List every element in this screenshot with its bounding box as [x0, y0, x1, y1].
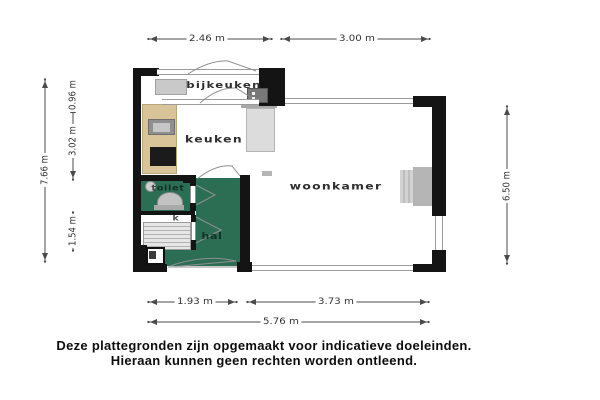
room-label-keuken: keuken — [185, 134, 243, 146]
window-livingroom-bottom — [252, 265, 413, 271]
disclaimer-line2: Hieraan kunnen geen rechten worden ontleend. — [110, 352, 418, 368]
room-label-closet: k — [172, 213, 180, 223]
wall-bottom-right — [413, 264, 446, 272]
hall-floor — [196, 178, 240, 266]
dim-left-top: 0.96 m — [67, 80, 79, 110]
fireplace-body — [413, 167, 434, 206]
wall-socket-icon — [262, 171, 272, 176]
dim-top-left: 2.46 m — [187, 34, 228, 44]
window-utility-kitchen — [162, 99, 259, 105]
dim-left-total: 7.66 m — [39, 155, 51, 185]
washing-machine-icon — [155, 79, 187, 95]
window-utility-top — [157, 69, 259, 75]
dim-top-right: 3.00 m — [337, 34, 378, 44]
dim-left-middle: 3.02 m — [67, 126, 79, 156]
staircase-icon — [143, 222, 191, 250]
fireplace-icon — [400, 170, 413, 203]
meter-cupboard-icon — [146, 247, 165, 265]
meter-box — [149, 251, 156, 259]
disclaimer — [0, 339, 528, 368]
wall-top-utility — [133, 68, 159, 76]
dim-bottom-left: 1.93 m — [175, 297, 216, 307]
wall-closet-right-top — [191, 215, 196, 222]
dim-left-bottom: 1.54 m — [67, 216, 79, 246]
toilet-door-opening — [190, 186, 196, 203]
toilet-cistern — [154, 205, 184, 210]
wall-toilet-right-bottom — [190, 203, 196, 211]
closet-door-opening — [191, 222, 196, 240]
wall-bottom-left-h — [133, 264, 167, 272]
wall-hall-right — [240, 175, 250, 272]
wall-right-upper — [432, 98, 446, 216]
wall-toilet-closet — [141, 211, 195, 215]
dim-bottom-total: 5.76 m — [261, 317, 302, 327]
window-livingroom-top — [285, 98, 413, 104]
wall-left — [133, 68, 141, 272]
wall-closet-right-bottom — [191, 240, 196, 250]
window-livingroom-right — [435, 216, 443, 250]
dim-bottom-right: 3.73 m — [316, 297, 357, 307]
stove-icon — [150, 147, 176, 166]
room-label-toilet: toilet — [151, 183, 185, 193]
kitchen-sink-icon — [148, 119, 175, 135]
dim-right-total: 6.50 m — [501, 171, 513, 201]
room-label-hal: hal — [201, 232, 223, 242]
refrigerator-icon — [246, 108, 275, 152]
disclaimer-line1: Deze plattegronden zijn opgemaakt voor indicatieve doeleinden. — [56, 338, 472, 353]
room-label-bijkeuken: bijkeuken — [186, 81, 262, 91]
sink-basin — [153, 123, 170, 132]
boiler-dot — [252, 92, 255, 95]
room-label-woonkamer: woonkamer — [289, 181, 383, 193]
